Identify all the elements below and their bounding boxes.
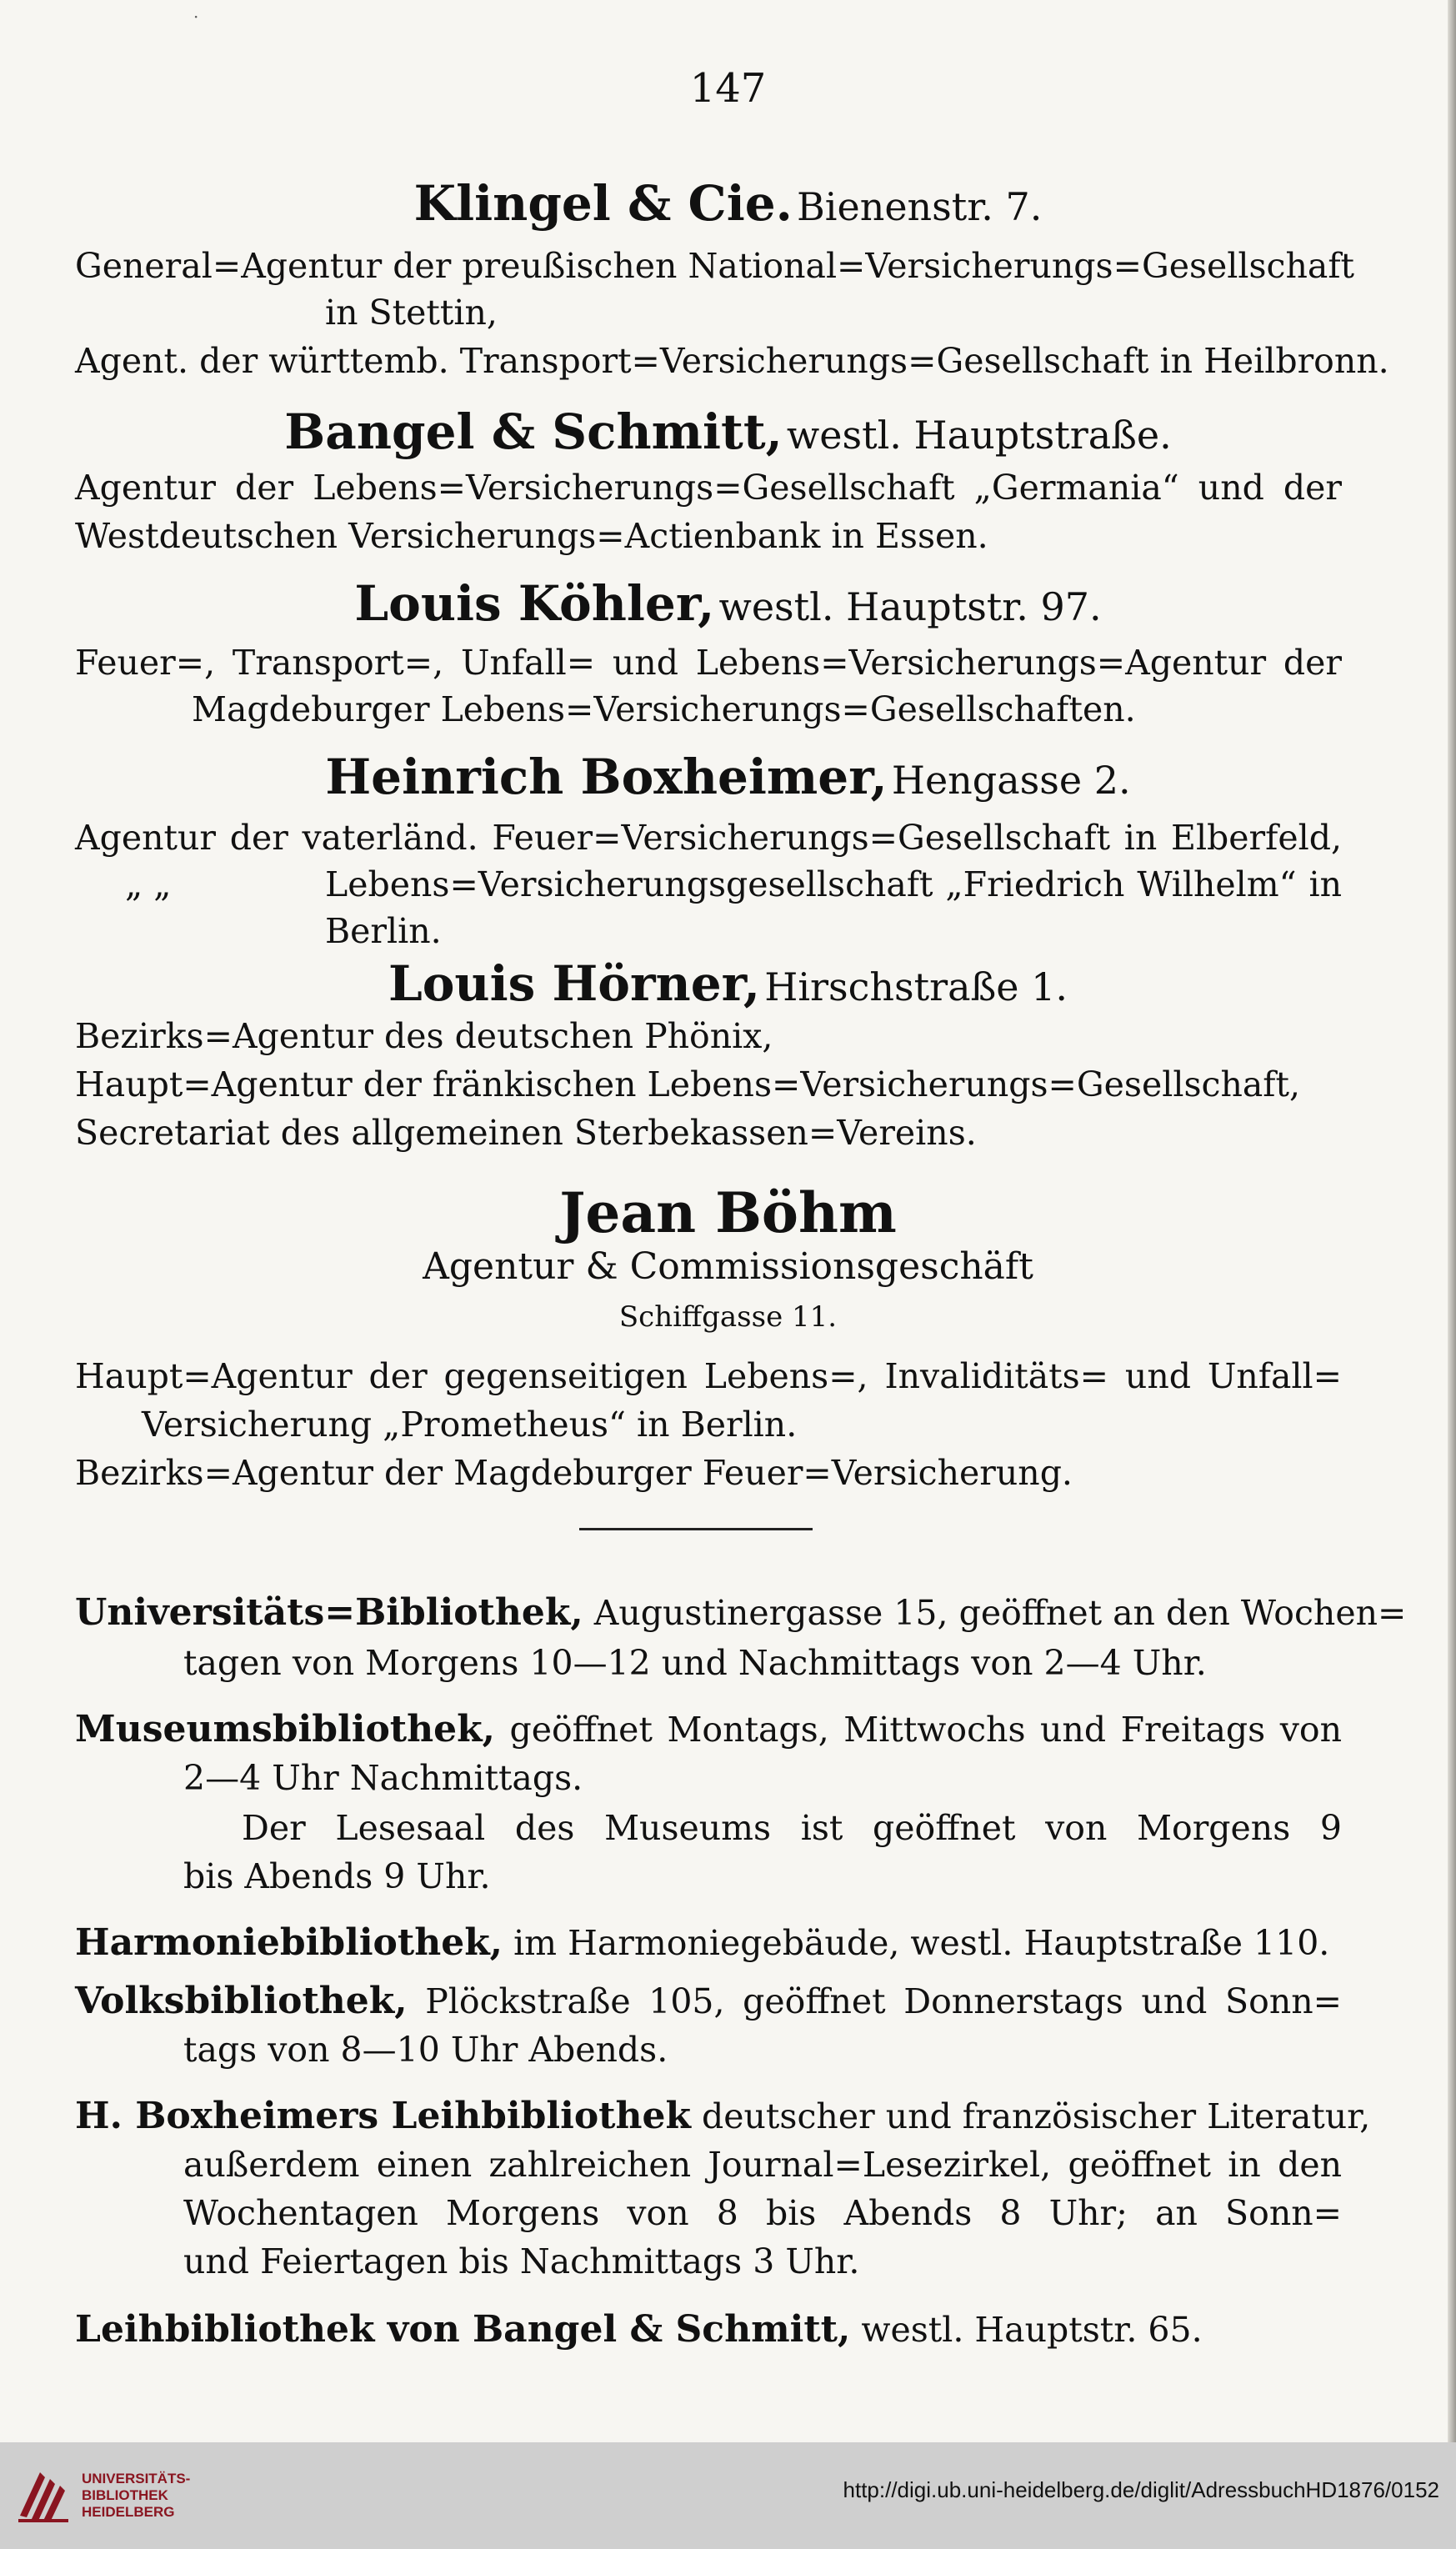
library-text: deutscher und französischer Literatur,	[702, 2096, 1371, 2136]
logo-line: BIBLIOTHEK	[82, 2487, 168, 2503]
entry-line: Agentur der vaterländ. Feuer=Versicherungs=Gesellschaft in Elberfeld,	[75, 818, 1342, 858]
library-name: Leihbibliothek von Bangel & Schmitt,	[75, 2308, 851, 2351]
entry-line: Bezirks=Agentur des deutschen Phönix,	[75, 1016, 773, 1056]
library-text: westl. Hauptstr. 65.	[861, 2310, 1203, 2350]
library-text: Plöckstraße 105, geöffnet Donnerstags und Sonn=	[425, 1981, 1342, 2021]
corner-mark: ·	[193, 7, 199, 27]
library-line: tagen von Morgens 10—12 und Nachmittags von 2—4 Uhr.	[183, 1643, 1207, 1683]
entry-line: General=Agentur der preußischen National=Versicherungs=Gesellschaft	[75, 246, 1354, 286]
logo-line: HEIDELBERG	[82, 2504, 175, 2520]
ditto-marks: „ „	[125, 864, 172, 904]
library-line: 2—4 Uhr Nachmittags.	[183, 1758, 583, 1798]
entry-header	[0, 403, 1456, 460]
entry-header	[0, 175, 1456, 232]
library-name: H. Boxheimers Leihbibliothek	[75, 2095, 691, 2137]
library-line	[75, 2309, 1203, 2351]
boehm-address: Schiffgasse 11.	[618, 1300, 838, 1334]
entry-header	[0, 749, 1456, 805]
library-text: geöffnet Montags, Mittwochs und Freitags von	[509, 1710, 1342, 1750]
entry-header	[0, 955, 1456, 1012]
entry-line: Feuer=, Transport=, Unfall= und Lebens=Versicherungs=Agentur der	[75, 643, 1342, 683]
entry-line: Agentur der Lebens=Versicherungs=Gesellschaft „Germania“ und der	[75, 468, 1342, 508]
entry-line: in Stettin,	[325, 293, 498, 333]
entry-address: Bienenstr. 7.	[796, 184, 1043, 229]
library-line: Der Lesesaal des Museums ist geöffnet von Morgens 9	[242, 1808, 1342, 1848]
library-line: tags von 8—10 Uhr Abends.	[183, 2030, 668, 2070]
library-line	[75, 1591, 1407, 1634]
entry-line: Secretariat des allgemeinen Sterbekassen=Vereins.	[75, 1113, 977, 1153]
source-url[interactable]: http://digi.ub.uni-heidelberg.de/diglit/AdressbuchHD1876/0152	[843, 2477, 1439, 2502]
entry-line: Agent. der württemb. Transport=Versicherungs=Gesellschaft in Heilbronn.	[75, 341, 1389, 381]
entry-line: Magdeburger Lebens=Versicherungs=Gesellschaften.	[192, 689, 1136, 729]
entry-line: Haupt=Agentur der fränkischen Lebens=Versicherungs=Gesellschaft,	[75, 1064, 1300, 1104]
library-name: Harmoniebibliothek,	[75, 1921, 503, 1964]
library-line	[75, 1922, 1329, 1964]
entry-name: Louis Köhler,	[354, 575, 715, 632]
entry-line: Haupt=Agentur der gegenseitigen Lebens=, Invaliditäts= und Unfall=	[75, 1356, 1342, 1396]
library-line	[75, 2095, 1371, 2137]
library-text: im Harmoniegebäude, westl. Hauptstraße 110.	[513, 1923, 1330, 1963]
library-line: bis Abends 9 Uhr.	[183, 1856, 491, 1896]
library-line	[75, 1709, 1342, 1750]
book-logo-icon	[15, 2466, 75, 2526]
entry-line: Bezirks=Agentur der Magdeburger Feuer=Versicherung.	[75, 1453, 1073, 1493]
entry-name: Heinrich Boxheimer,	[325, 749, 888, 805]
entry-address: westl. Hauptstraße.	[786, 413, 1172, 458]
library-line	[75, 1981, 1342, 2022]
entry-address: westl. Hauptstr. 97.	[718, 584, 1102, 629]
page-number: 147	[689, 65, 767, 112]
entry-name: Louis Hörner,	[388, 955, 761, 1012]
entry-name: Bangel & Schmitt,	[284, 403, 783, 460]
entry-header	[0, 575, 1456, 632]
entry-address: Hengasse 2.	[891, 758, 1131, 803]
library-name: Universitäts=Bibliothek,	[75, 1591, 583, 1634]
boehm-subtitle: Agentur & Commissionsgeschäft	[423, 1245, 1033, 1288]
entry-name: Klingel & Cie.	[413, 175, 793, 232]
entry-line: Berlin.	[325, 911, 442, 951]
library-name: Volksbibliothek,	[75, 1980, 408, 2022]
entry-address: Hirschstraße 1.	[764, 964, 1068, 1009]
library-text: Augustinergasse 15, geöffnet an den Wochen=	[593, 1593, 1407, 1633]
entry-line: Lebens=Versicherungsgesellschaft „Friedrich Wilhelm“ in	[325, 864, 1342, 904]
library-line: Wochentagen Morgens von 8 bis Abends 8 Uhr; an Sonn=	[183, 2193, 1342, 2233]
page-edge	[1448, 0, 1456, 2442]
library-name: Museumsbibliothek,	[75, 1708, 495, 1750]
entry-line: Westdeutschen Versicherungs=Actienbank in Essen.	[75, 516, 988, 556]
library-logo-text	[82, 2471, 190, 2521]
library-line: außerdem einen zahlreichen Journal=Lesezirkel, geöffnet in den	[183, 2145, 1342, 2185]
logo-line: UNIVERSITÄTS-	[82, 2471, 191, 2486]
section-divider	[579, 1528, 813, 1530]
entry-line: Versicherung „Prometheus“ in Berlin.	[142, 1405, 798, 1445]
viewer-footer	[0, 2442, 1456, 2549]
library-line: und Feiertagen bis Nachmittags 3 Uhr.	[183, 2241, 860, 2281]
boehm-name: Jean Böhm	[559, 1180, 897, 1245]
